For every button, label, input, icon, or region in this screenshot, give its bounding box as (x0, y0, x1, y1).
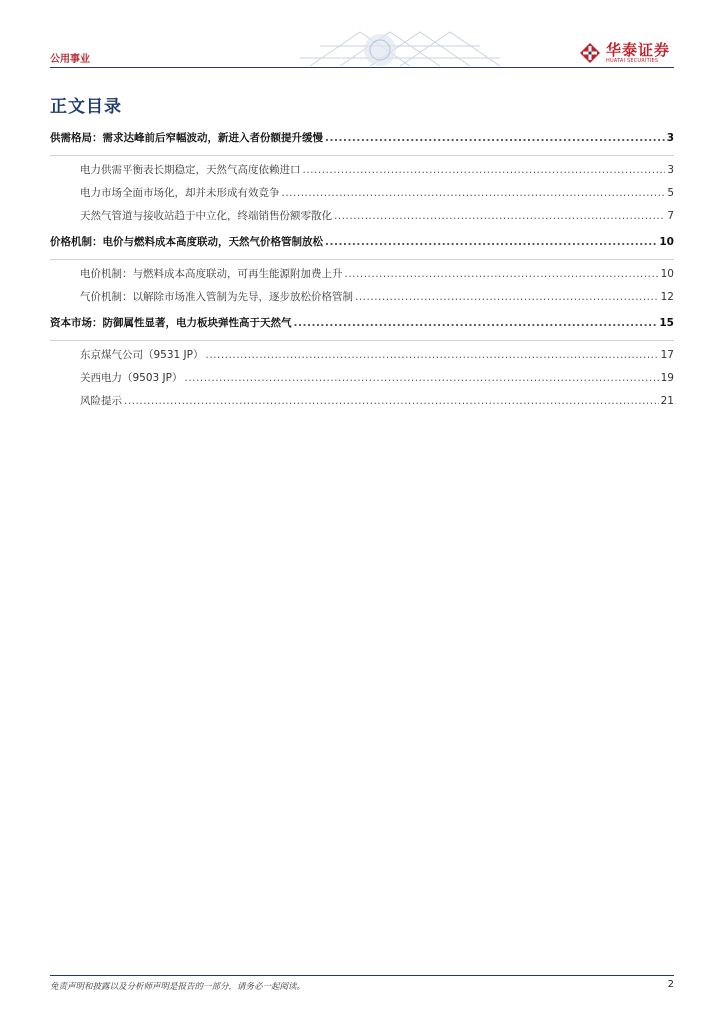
toc-entry-title: 风险提示 (80, 395, 122, 407)
section-divider (50, 259, 674, 260)
page-number: 2 (667, 979, 674, 990)
toc-leader-dots (294, 317, 658, 329)
section-divider (50, 340, 674, 341)
huatai-logo (579, 40, 670, 66)
toc-entry-title: 关西电力（9503 JP） (80, 372, 183, 384)
toc-entry-title: 电力市场全面市场化，却并未形成有效竞争 (80, 187, 280, 199)
footer-disclaimer: 免责声明和披露以及分析师声明是报告的一部分，请务必一起阅读。 (50, 982, 306, 992)
toc-entry-page: 17 (660, 349, 674, 361)
toc-entry-title: 价格机制：电价与燃料成本高度联动，天然气价格管制放松 (50, 236, 323, 248)
logo-text-en: HUATAI SECURITIES (605, 58, 659, 64)
toc-title: 正文目录 (50, 97, 122, 117)
toc-entry-page: 3 (666, 132, 674, 144)
toc-entry-page: 3 (667, 164, 674, 176)
footer-rule (50, 975, 674, 976)
toc-entry[interactable] (50, 266, 674, 289)
header-rule (50, 67, 674, 68)
toc-entry-page: 21 (660, 395, 674, 407)
toc-entry-title: 电价机制：与燃料成本高度联动，可再生能源附加费上升 (80, 268, 343, 280)
toc-leader-dots (124, 395, 659, 407)
sector-label: 公用事业 (50, 54, 90, 65)
page-header (50, 0, 674, 70)
toc-entry[interactable] (50, 162, 674, 185)
toc-leader-dots (282, 187, 666, 199)
toc-entry[interactable] (50, 130, 674, 153)
toc-entry-title: 天然气管道与接收站趋于中立化，终端销售份额零散化 (80, 210, 332, 222)
toc-entry-title: 气价机制：以解除市场准入管制为先导，逐步放松价格管制 (80, 291, 353, 303)
section-divider (50, 155, 674, 156)
toc-entry[interactable] (50, 315, 674, 338)
toc-leader-dots (345, 268, 659, 280)
toc-leader-dots (303, 164, 666, 176)
huatai-logo-icon (579, 42, 601, 64)
toc-leader-dots (325, 132, 665, 144)
toc-entry-page: 5 (667, 187, 674, 199)
page-footer (50, 975, 674, 992)
toc-entry[interactable] (50, 289, 674, 312)
toc-entry-title: 供需格局：需求达峰前后窄幅波动，新进入者份额提升缓慢 (50, 132, 323, 144)
toc-entry-page: 15 (659, 317, 674, 329)
toc-entry[interactable] (50, 185, 674, 208)
toc-entry[interactable] (50, 370, 674, 393)
toc-entry-page: 10 (659, 236, 674, 248)
toc-entry-page: 19 (660, 372, 674, 384)
toc-leader-dots (325, 236, 657, 248)
logo-text-cn: 华泰证券 (605, 41, 670, 59)
toc-entry[interactable] (50, 234, 674, 257)
header-decoration (300, 28, 500, 68)
toc-entry[interactable] (50, 393, 674, 416)
toc-leader-dots (355, 291, 659, 303)
toc-leader-dots (185, 372, 659, 384)
toc-entry-title: 电力供需平衡表长期稳定，天然气高度依赖进口 (80, 164, 301, 176)
toc-entry-page: 12 (660, 291, 674, 303)
toc-entry-title: 资本市场：防御属性显著，电力板块弹性高于天然气 (50, 317, 292, 329)
toc-entry-page: 10 (660, 268, 674, 280)
toc-entry-page: 7 (667, 210, 674, 222)
toc-entry-title: 东京煤气公司（9531 JP） (80, 349, 204, 361)
toc-leader-dots (206, 349, 659, 361)
toc-leader-dots (334, 210, 665, 222)
toc-entry[interactable] (50, 347, 674, 370)
table-of-contents (50, 130, 674, 416)
toc-entry[interactable] (50, 208, 674, 231)
